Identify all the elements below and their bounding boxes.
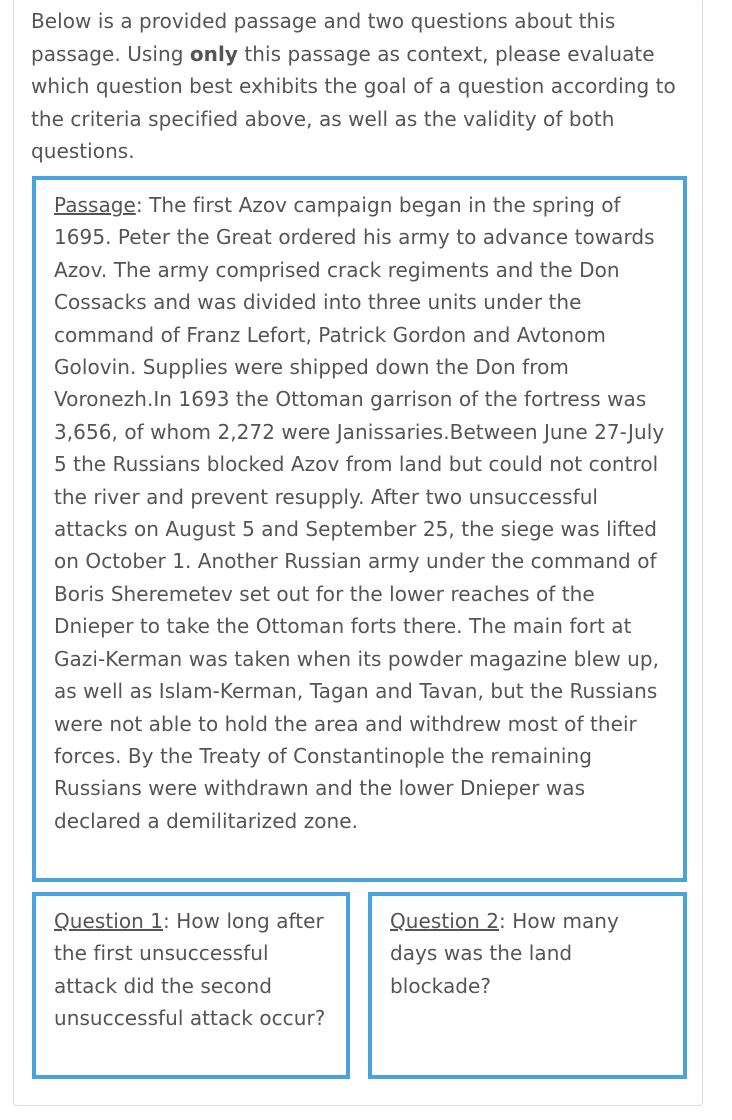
question-2-box [368,892,687,1079]
passage-box [32,176,687,882]
question-2-body: How many days was the land blockade? [390,909,619,998]
passage-label: Passage [54,193,136,217]
instructions-part-1: Below is a provided passage and two questions about this passage. Using [31,9,616,66]
question-2-label: Question 2 [390,909,500,933]
instructions-part-2: this passage as context, please evaluate which question best exhibits the goal of a question according to the criteria specified above, as well as the validity of both questions. [31,41,676,163]
question-1-label: Question 1 [54,909,164,933]
instructions-text [31,5,701,168]
question-2-separator: : [499,909,506,933]
passage-text [54,189,669,837]
passage-separator: : [135,193,143,217]
question-1-body: How long after the first unsuccessful attack did the second unsuccessful attack occur? [54,909,326,1031]
passage-body: The first Azov campaign began in the spring of 1695. Peter the Great ordered his army to advance towards Azov. The army comprised crack regiments and the Don Cossacks and was divided into three units under the command of Franz Lefort, Patrick Gordon and Avtonom Golovin. Supplies were shipped down the Don from Voronezh.In 1693 the Ottoman garrison of the fortress was 3,656, of whom 2,272 were Janissaries.Between June 27-July 5 the Russians blocked Azov from land but could not control the river and prevent resupply. After two unsuccessful attacks on August 5 and September 25, the siege was lifted on October 1. Another Russian army under the command of Boris Sheremetev set out for the lower reaches of the Dnieper to take the Ottoman forts there. The main fort at Gazi-Kerman was taken when its powder magazine blew up, as well as Islam-Kerman, Tagan and Tavan, but the Russians were not able to hold the area and withdrew most of their forces. By the Treaty of Constantinople the remaining Russians were withdrawn and the lower Dnieper was declared a demilitarized zone. [54,193,665,833]
question-1-separator: : [163,909,170,933]
question-1-box [32,892,350,1079]
question-2-text [390,905,669,1002]
question-1-text [54,905,332,1035]
instructions-emphasis: only [189,41,238,66]
